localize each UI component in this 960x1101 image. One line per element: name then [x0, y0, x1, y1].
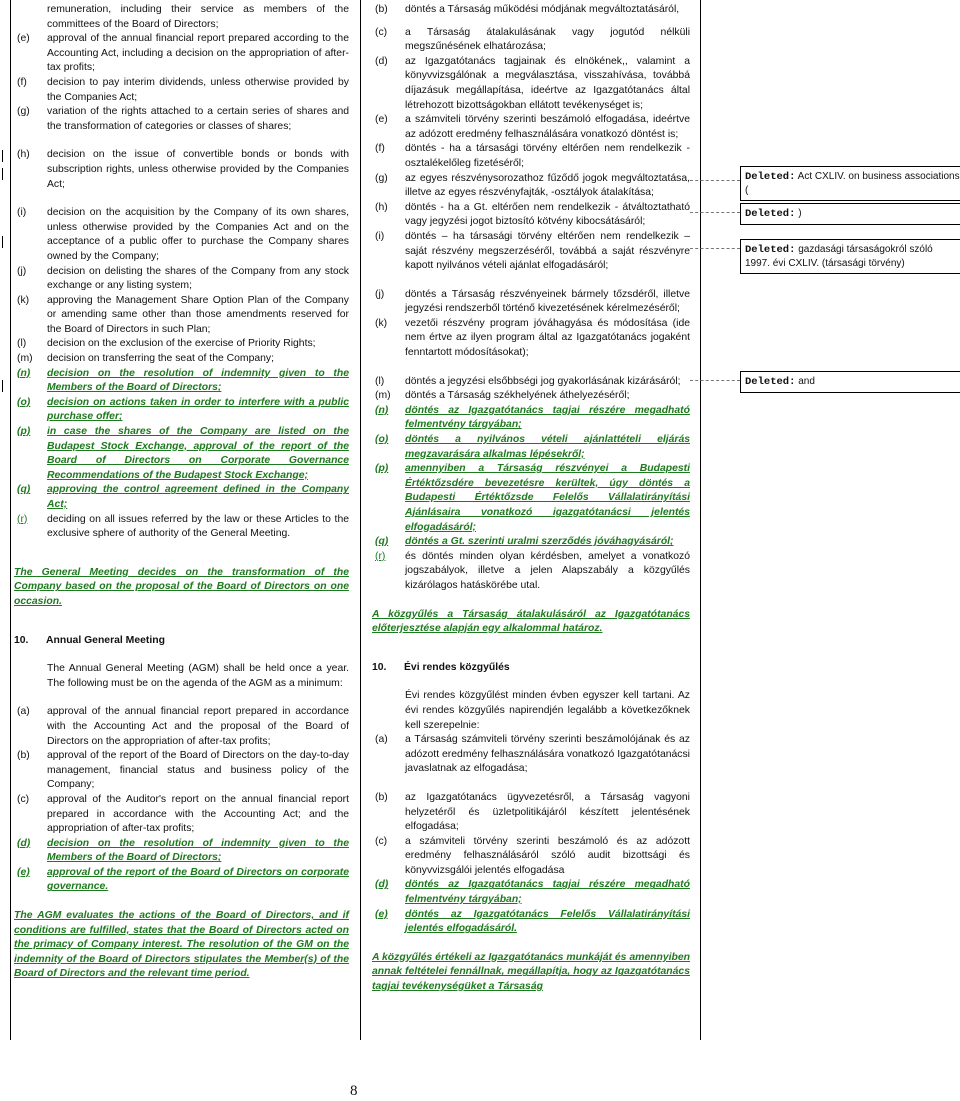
inserted-item	[14, 396, 349, 425]
item-label: (e)	[17, 866, 30, 878]
item-text: döntés - ha a Gt. eltérően nem rendelkezik - átváltoztatható vagy jegyzési jogot biztosító kötvény kibocsátásáról;	[405, 201, 690, 228]
list-item	[372, 55, 690, 113]
item-text: decision to pay interim dividends, unless otherwise provided by the Companies Act;	[47, 76, 349, 103]
list-item	[372, 113, 690, 142]
item-label: (r)	[17, 513, 28, 525]
balloon-label: Deleted:	[745, 171, 796, 183]
inserted-item	[372, 462, 690, 535]
item-label: (l)	[17, 338, 27, 350]
item-text: approval of the annual financial report prepared according to the Accounting Act, including a decision on the appropriation of after-tax profits;	[47, 33, 349, 74]
item-text: approval of the Auditor's report on the annual financial report prepared in accordance with the Accounting Act; and the appropriation of after-tax profits;	[47, 793, 349, 835]
balloon-leader-line	[690, 380, 740, 381]
item-label: (l)	[375, 375, 385, 387]
item-text: deciding on all issues referred by the law or these Articles to the exclusive sphere of authority of the General Meeting.	[47, 513, 349, 540]
item-text: in case the shares of the Company are listed on the Budapest Stock Exchange, approval of the report of the Board of Directors on Corporate Governance Recommendations of the Budapest Stock Exchange;	[47, 426, 349, 481]
change-bar	[2, 168, 3, 180]
balloon-leader-line	[690, 212, 740, 213]
list-item	[14, 337, 349, 352]
item-label: (e)	[375, 114, 388, 126]
item-text: és döntés minden olyan kérdésben, amelyet a vonatkozó jogszabályok, illetve a jelen Alapszabály a közgyűlés kizárólagos hatáskörébe utal.	[405, 550, 690, 591]
column-divider-left	[10, 0, 11, 1040]
item-label: (f)	[17, 76, 27, 88]
inserted-paragraph: A közgyűlés értékeli az Igazgatótanács munkáját és amennyiben annak feltételei fennállnak, megállapítja, hogy az Igazgatótanács tagjai tevékenységüket a Társaság	[372, 951, 690, 993]
list-item	[14, 105, 349, 134]
hungarian-column	[372, 3, 690, 995]
item-label: (k)	[375, 317, 388, 329]
column-divider-middle	[360, 0, 361, 1040]
item-continuation: remuneration, including their service as members of the committees of the Board of Directors;	[47, 4, 349, 30]
item-text: döntés a Gt. szerinti uralmi szerződés jóváhagyásáról;	[405, 536, 674, 548]
inserted-item	[372, 404, 690, 433]
items-group-a	[14, 32, 349, 134]
item-label: (g)	[17, 106, 30, 118]
item-label: (d)	[375, 879, 389, 891]
item-text: variation of the rights attached to a certain series of shares and the transformation of categories or classes of shares;	[47, 106, 349, 132]
item-text: decision on delisting the shares of the Company from any stock exchange or any listing system;	[47, 265, 349, 292]
inserted-item	[14, 367, 349, 396]
balloon-label: Deleted:	[745, 244, 796, 256]
item-text: decision on the exclusion of the exercise of Priority Rights;	[47, 338, 316, 350]
item-label: (q)	[375, 536, 389, 548]
english-column	[14, 3, 349, 982]
list-item	[14, 76, 349, 105]
list-item	[372, 733, 690, 777]
list-item	[14, 148, 349, 192]
item-label: (n)	[17, 367, 31, 379]
item-label: (h)	[375, 201, 388, 213]
balloon-text: )	[798, 208, 802, 219]
list-item	[372, 375, 690, 390]
item-text: approval of the report of the Board of Directors on corporate governance.	[47, 866, 349, 893]
item-text: az egyes részvénysorozathoz fűződő jogok megváltoztatása, illetve az egyes részvényfajták, -osztályok átalakítása;	[405, 172, 690, 199]
section-heading	[14, 634, 349, 649]
deleted-balloon	[740, 239, 960, 274]
item-label: (e)	[375, 908, 388, 920]
list-item	[372, 172, 690, 201]
item-label: (p)	[17, 426, 31, 438]
item-text: approving the control agreement defined in the Company Act;	[47, 484, 349, 510]
item-label: (n)	[375, 404, 389, 416]
balloon-label: Deleted:	[745, 208, 796, 220]
section-number: 10.	[372, 661, 387, 673]
item-label: (b)	[17, 750, 30, 762]
item-label: (c)	[375, 835, 388, 847]
list-item	[372, 835, 690, 879]
section-title: Évi rendes közgyűlés	[404, 661, 510, 673]
item-label: (q)	[17, 484, 31, 496]
deleted-balloon	[740, 203, 960, 225]
list-item	[14, 793, 349, 837]
section-intro: The Annual General Meeting (AGM) shall be held once a year. The following must be on the agenda of the AGM as a minimum:	[47, 663, 349, 689]
item-label: (b)	[375, 791, 388, 803]
list-item	[372, 288, 690, 317]
list-item	[372, 317, 690, 361]
item-text: a Társaság átalakulásának vagy jogutód nélküli megszűnésének elhatározása;	[405, 26, 690, 53]
deleted-balloon	[740, 371, 960, 393]
deleted-balloon	[740, 166, 960, 201]
item-label: (c)	[17, 793, 30, 805]
item-label: (m)	[375, 390, 391, 402]
inserted-paragraph: The General Meeting decides on the transformation of the Company based on the proposal of the Board of Directors on one occasion.	[14, 566, 349, 607]
list-item	[372, 389, 690, 404]
item-text: döntés az Igazgatótanács tagjai részére megadható felmentvény tárgyában;	[405, 879, 690, 906]
list-item	[372, 791, 690, 835]
list-item	[14, 749, 349, 793]
list-item	[372, 3, 690, 18]
item-text: decision on actions taken in order to interfere with a public purchase offer;	[47, 396, 349, 423]
inserted-item	[372, 535, 690, 550]
inserted-paragraph: A közgyűlés a Társaság átalakulásáról az Igazgatótanács előterjesztése alapján egy alkalommal határoz.	[372, 608, 690, 635]
list-item	[372, 201, 690, 230]
inserted-item	[372, 908, 690, 937]
change-bar	[2, 236, 3, 248]
item-label: (o)	[17, 396, 31, 408]
item-text: a számviteli törvény szerinti beszámoló és az adózott eredmény felhasználásáról szóló audit bizottsági és könyvvizsgálói jelentés elfogadása	[405, 835, 690, 876]
item-text: döntés a Társaság működési módjának megváltoztatásáról,	[405, 4, 680, 15]
section-number: 10.	[14, 634, 29, 646]
item-label: (d)	[17, 837, 31, 849]
item-text: az Igazgatótanács ügyvezetésről, a Társaság vagyoni helyzetéről és üzletpolitikájáról készített jelentésének elfogadása;	[405, 791, 690, 833]
inserted-item	[372, 433, 690, 462]
balloon-leader-line	[690, 248, 740, 249]
inserted-item	[14, 483, 349, 512]
inserted-item	[372, 878, 690, 907]
list-item	[14, 352, 349, 367]
item-text: approval of the annual financial report prepared in accordance with the Accounting Act and the proposal of the Board of Directors on the appropriation of after-tax profits;	[47, 706, 349, 747]
column-divider-right	[700, 0, 701, 1040]
list-item	[14, 265, 349, 294]
balloon-text: and	[798, 376, 815, 387]
item-label: (g)	[375, 172, 388, 184]
list-item	[14, 513, 349, 542]
list-item	[14, 206, 349, 264]
inserted-paragraph: The AGM evaluates the actions of the Board of Directors, and if conditions are fulfilled, states that the Board of Directors acted on the primacy of Company interest. The resolution of the GM on the indemnity of the Board of Directors stipulates the Member(s) of the Board of Directors and the relevant time period.	[14, 910, 349, 980]
item-text: döntés az Igazgatótanács tagjai részére megadható felmentvény tárgyában;	[405, 404, 690, 431]
item-label: (j)	[17, 265, 27, 277]
item-label: (i)	[17, 207, 27, 219]
item-text: döntés a Társaság székhelyének áthelyezéséről;	[405, 390, 630, 402]
item-text: döntés – ha társasági törvény eltérően nem rendelkezik – saját részvény megszerzéséről, továbbá a saját részvényre kapott nyilvános vételi ajánlat elfogadásáról;	[405, 230, 690, 272]
balloon-label: Deleted:	[745, 376, 796, 388]
item-label: (j)	[375, 288, 385, 300]
item-text: a Társaság számviteli törvény szerinti beszámolójának és az adózott eredmény felhasználására vonatkozó Igazgatótanácsi javaslatnak az elfogadása;	[405, 734, 690, 775]
item-label: (h)	[17, 149, 30, 161]
page-number: 8	[350, 1083, 358, 1099]
section-title: Annual General Meeting	[46, 634, 165, 646]
list-item	[372, 550, 690, 594]
item-label: (d)	[375, 55, 388, 67]
inserted-item	[14, 425, 349, 483]
item-text: decision on the issue of convertible bonds or bonds with subscription rights, unless otherwise provided by the Companies Act;	[47, 149, 349, 190]
list-item	[372, 26, 690, 55]
item-label: (f)	[375, 143, 385, 155]
balloon-text: gazdasági társaságokról szóló 1997. évi CXLIV. (társasági törvény)	[745, 244, 933, 269]
list-item	[14, 705, 349, 749]
change-bar	[2, 380, 3, 392]
item-text: approving the Management Share Option Plan of the Company or amending same other than those amendments reserved for the Board of Directors in such Plan;	[47, 294, 349, 335]
item-label: (a)	[17, 706, 30, 718]
item-label: (c)	[375, 26, 388, 38]
item-text: vezetői részvény program jóváhagyása és módosítása (ide nem értve az ilyen program által az Igazgatótanács jogaként fenntartott módosításokat);	[405, 317, 690, 359]
list-item	[14, 32, 349, 76]
inserted-item	[14, 837, 349, 866]
item-text: amennyiben a Társaság részvényei a Budapesti Értéktőzsdére bevezetésre kerültek, úgy döntés a Budapesti Értéktőzsde Felelős Vállalatirányítási Ajánlásaira vonatkozó igazgatótanácsi jelentés elfogadásáról;	[405, 463, 690, 533]
item-label: (i)	[375, 230, 385, 242]
item-text: decision on the resolution of indemnity given to the Members of the Board of Directors;	[47, 837, 349, 864]
balloon-text: Act CXLIV. on business associations (	[745, 171, 960, 196]
item-text: a számviteli törvény szerinti beszámoló elfogadása, ideértve az adózott eredmény felhasználására vonatkozó döntést is;	[405, 114, 690, 140]
list-item	[372, 142, 690, 171]
item-text: döntés - ha a társasági törvény eltérően nem rendelkezik - osztalékelőleg fizetéséről;	[405, 143, 690, 169]
item-text: decision on transferring the seat of the Company;	[47, 353, 274, 365]
item-text: decision on the acquisition by the Company of its own shares, unless otherwise provided by the Companies Act and on the acceptance of a public offer to purchase the Company shares owned by the Company;	[47, 207, 349, 262]
section-heading	[372, 661, 690, 676]
item-label: (k)	[17, 294, 30, 306]
inserted-item	[14, 866, 349, 895]
item-label: (a)	[375, 734, 388, 746]
list-item	[14, 294, 349, 338]
item-text: approval of the report of the Board of Directors on the day-to-day management, financial status and business policy of the Company;	[47, 750, 349, 791]
item-text: az Igazgatótanács tagjainak és elnökének,, valamint a könyvvizsgálónak a megválasztása, visszahívása, továbbá díjazásuk megállapítása, ideértve az Igazgatótanács által létrehozott bizottságokban ellátott tevékenységet is;	[405, 55, 690, 111]
item-label: (o)	[375, 434, 389, 446]
section-intro: Évi rendes közgyűlést minden évben egyszer kell tartani. Az évi rendes közgyűlés napirendjén legalább a következőknek kell szerepelnie:	[405, 690, 690, 731]
change-bar	[2, 150, 3, 162]
item-text: döntés az Igazgatótanács Felelős Vállalatirányítási jelentés elfogadásáról.	[405, 908, 690, 935]
item-text: döntés a nyilvános vételi ajánlattételi eljárás megzavarására alkalmas lépésekről;	[405, 434, 690, 460]
item-text: decision on the resolution of indemnity given to the Members of the Board of Directors;	[47, 367, 349, 394]
item-label: (e)	[17, 33, 30, 45]
item-label: (r)	[375, 550, 386, 562]
list-item	[372, 230, 690, 274]
item-text: döntés a jegyzési elsőbbségi jog gyakorlásának kizárásáról;	[405, 375, 681, 387]
balloon-leader-line	[690, 180, 740, 181]
item-label: (b)	[375, 4, 388, 15]
item-label: (p)	[375, 463, 389, 475]
item-text: döntés a Társaság részvényeinek bármely tőzsdéről, illetve jegyzési rendszerből történő kivezetésének kérelmezéséről;	[405, 288, 690, 315]
item-label: (m)	[17, 353, 33, 365]
